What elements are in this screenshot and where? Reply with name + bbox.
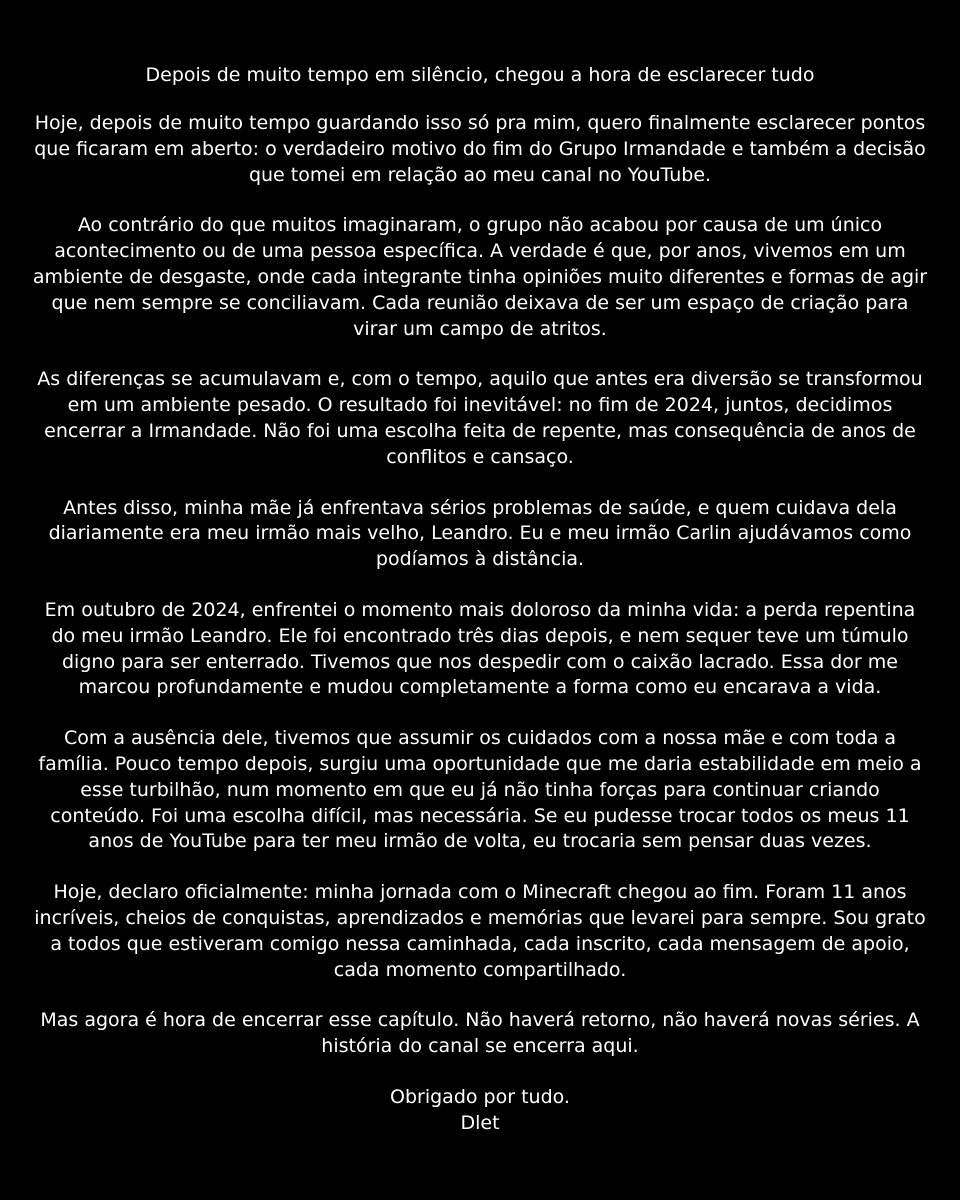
signoff — [30, 1085, 930, 1137]
signature: Dlet — [460, 1111, 500, 1134]
paragraph-final: Mas agora é hora de encerrar esse capítulo. Não haverá retorno, não haverá novas séries. A história do canal se encerra aqui. — [40, 1009, 920, 1058]
paragraph-mother-health: Antes disso, minha mãe já enfrentava sérios problemas de saúde, e quem cuidava dela diariamente era meu irmão mais velho, Leandro. Eu e meu irmão Carlin ajudávamos como podíamos à distância. — [48, 496, 912, 571]
paragraph-differences: As diferenças se acumulavam e, com o tempo, aquilo que antes era diversão se transformou em um ambiente pesado. O resultado foi inevitável: no fim de 2024, juntos, decidimos encerrar a Irmandade. Não foi uma escolha feita de repente, mas consequência de anos de conflitos e cansaço. — [37, 368, 923, 468]
paragraph-decision: Com a ausência dele, tivemos que assumir os cuidados com a nossa mãe e com toda a família. Pouco tempo depois, surgiu uma oportunidade que me daria estabilidade em meio a esse turbilhão, num momento em que eu já não tinha forças para continuar criando conteúdo. Foi uma escolha difícil, mas necessária. Se eu pudesse trocar todos os meus 11 anos de YouTube para ter meu irmão de volta, eu trocaria sem pensar duas vezes. — [38, 727, 922, 853]
paragraph-declaration: Hoje, declaro oficialmente: minha jornada com o Minecraft chegou ao fim. Foram 11 anos incríveis, cheios de conquistas, aprendizados e memórias que levarei para sempre. Sou grato a todos que estiveram comigo nessa caminhada, cada inscrito, cada mensagem de apoio, cada momento compartilhado. — [34, 881, 926, 981]
paragraph-group-end: Ao contrário do que muitos imaginaram, o grupo não acabou por causa de um único acontecimento ou de uma pessoa específica. A verdade é que, por anos, vivemos em um ambiente de desgaste, onde cada integrante tinha opiniões muito diferentes e formas de agir que nem sempre se conciliavam. Cada reunião deixava de ser um espaço de criação para virar um campo de atritos. — [32, 214, 928, 340]
paragraph-intro: Hoje, depois de muito tempo guardando isso só pra mim, quero finalmente esclarecer pontos que ficaram em aberto: o verdadeiro motivo do fim do Grupo Irmandade e também a decisão que tomei em relação ao meu canal no YouTube. — [34, 112, 926, 186]
post-title: Depois de muito tempo em silêncio, chegou a hora de esclarecer tudo — [145, 64, 815, 86]
closing-text: Obrigado por tudo. — [390, 1085, 570, 1108]
paragraph-loss: Em outubro de 2024, enfrentei o momento mais doloroso da minha vida: a perda repentina do meu irmão Leandro. Ele foi encontrado três dias depois, e nem sequer teve um túmulo digno para ser enterrado. Tivemos que nos despedir com o caixão lacrado. Essa dor me marcou profundamente e mudou completamente a forma como eu encarava a vida. — [44, 598, 916, 699]
